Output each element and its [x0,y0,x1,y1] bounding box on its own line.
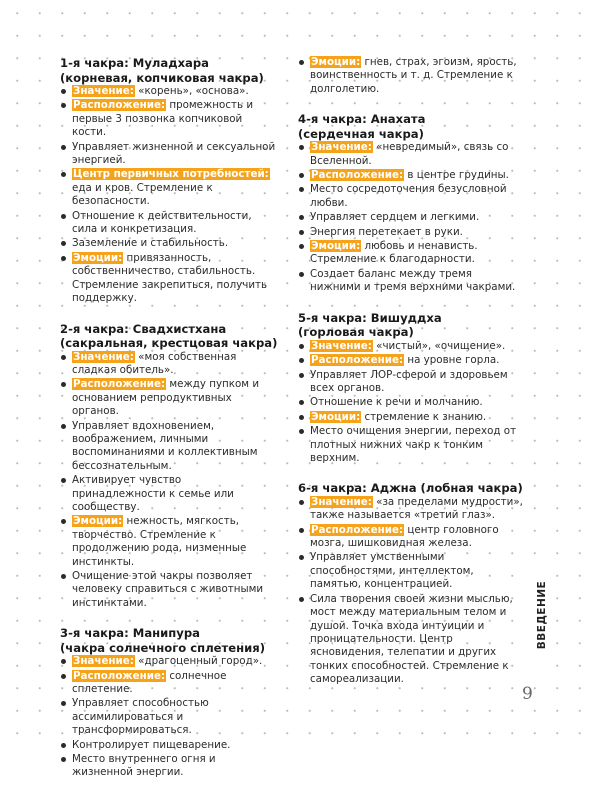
highlight-term: Значение: [73,85,134,97]
item-text: гнев, страх, эгоизм, ярость, воинственность и т. д. Стремление к долголетию. [310,56,517,95]
list-item [298,240,524,267]
item-text: нежность, мягкость, творчество. Стремление к продолжению рода, низменные инстинкты. [72,515,247,568]
item-text: между пупком и основанием репродуктивных органов. [72,378,260,418]
item-text: Управляет ЛОР-сферой и здоровьем всех органов. [310,368,508,394]
item-text: «чистый», «очищение». [372,339,506,352]
item-text: Управляет вдохновением, воображением, личными воспоминаниями и коллективным бессознательным. [72,419,258,472]
list-item [60,420,278,474]
list-item [298,340,524,353]
chakra-section [298,481,524,686]
chakra-heading: (корневая, копчиковая чакра) [60,70,264,85]
chakra-list [60,85,278,306]
chakra-heading: 4-я чакра: Анахата [298,112,426,127]
item-text: Энергия перетекает в руки. [310,225,463,238]
list-item [298,268,524,295]
chakra-list [298,56,524,96]
list-item [60,141,278,168]
list-item [60,252,278,306]
chakra-section [60,56,278,306]
item-text: Место сосредоточения безусловной любви. [310,183,507,209]
chakra-section [298,311,524,466]
item-text: центр головного мозга, шишковидная железа. [310,523,499,550]
list-item [60,697,278,737]
chakra-heading: 5-я чакра: Вишуддха [298,310,442,325]
item-text: солнечное сплетение. [72,669,227,696]
item-text: Управляет сердцем и легкими. [310,211,480,224]
chakra-heading: 6-я чакра: Аджна (лобная чакра) [298,481,523,496]
chakra-section [298,56,524,96]
item-text: Контролирует пищеварение. [72,738,231,751]
chakra-heading: (горловая чакра) [298,325,414,340]
item-text: Очищение этой чакры позволяет человеку справиться с животными инстинктами. [72,570,264,609]
list-item [60,378,278,418]
list-item [298,211,524,224]
list-item [298,425,524,465]
highlight-term: Эмоции: [311,410,361,423]
item-text: еда и кров. Стремление к безопасности. [72,181,213,208]
item-text: Управляет жизненной и сексуальной энергией. [72,140,276,167]
item-text: «корень», «основа». [134,85,249,97]
list-item [298,56,524,96]
chakra-section [60,626,278,780]
highlight-term: Расположение: [73,669,166,682]
item-text: Управляет умственными способностями, интеллектом, памятью, концентрацией. [310,551,474,591]
chakra-heading: 3-я чакра: Манипура [60,626,200,641]
list-item [298,551,524,591]
chakra-list [298,496,524,687]
list-item [60,85,278,98]
list-item [60,670,278,697]
right-column [298,56,524,703]
list-item [60,655,278,668]
highlight-term: Значение: [311,339,372,352]
highlight-term: Значение: [73,350,134,363]
list-item [60,237,278,250]
list-item [298,141,524,168]
highlight-term: Значение: [311,141,372,154]
list-item [60,515,278,569]
highlight-term: Расположение: [311,523,404,536]
list-item [298,169,524,182]
list-item [298,369,524,396]
chakra-list [60,655,278,780]
highlight-term: Эмоции: [73,515,123,528]
chakra-section [298,112,524,294]
list-item [298,411,524,424]
chakra-heading: (чакра солнечного сплетения) [60,640,266,655]
item-text: Место внутреннего огня и жизненной энергии. [72,753,216,779]
highlight-term: Расположение: [73,378,166,391]
chakra-list [60,351,278,611]
highlight-term: Расположение: [311,354,404,367]
chakra-list [298,340,524,466]
item-text: любовь и ненависть. Стремление к благодарности. [310,240,478,266]
highlight-term: Значение: [73,655,134,668]
chakra-heading: (сакральная, крестцовая чакра) [60,336,278,350]
item-text: Отношение к действительности, сила и конкретизация. [72,209,252,236]
list-item [60,739,278,752]
list-item [298,226,524,239]
list-item [298,524,524,551]
list-item [60,210,278,237]
list-item [298,354,524,367]
list-item [298,183,524,210]
item-text: «драгоценный город». [134,655,263,668]
item-text: промежность и первые 3 позвонка копчиковой кости. [72,99,254,139]
item-text: «моя собственная сладкая обитель». [72,350,237,376]
item-text: Сила творения своей жизни мыслью, мост между материальным телом и душой. Точка входа интуиции и проницательности. Центр ясновидения, телепатии и других тонких способностей. Стремление к самореализации. [310,592,513,686]
chakra-list [298,141,524,294]
item-text: привязанность, собственничество, стабильность. Стремление закрепиться, получить поддержку. [72,251,268,305]
item-text: «за пределами мудрости», также называется «третий глаз». [310,495,523,522]
list-item [60,99,278,139]
chakra-heading: 2-я чакра: Свадхистхана [60,321,227,336]
highlight-term: Расположение: [73,99,166,112]
highlight-term: Эмоции: [311,56,361,68]
item-text: Управляет способностью ассимилироваться и трансформироваться. [72,697,209,737]
page-number: 9 [522,684,533,704]
list-item [298,496,524,523]
item-text: в центре грудины. [404,169,509,182]
list-item [60,351,278,378]
list-item [60,168,278,208]
list-item [60,570,278,610]
highlight-term: Значение: [311,495,372,508]
list-item [298,396,524,409]
section-side-tab [529,560,555,670]
list-item [60,474,278,514]
item-text: «невредимый», связь со Вселенной. [310,141,509,167]
chakra-heading: (сердечная чакра) [298,126,424,141]
left-column [60,56,278,796]
highlight-term: Центр первичных потребностей: [73,168,269,181]
item-text: Создает баланс между тремя нижними и тремя верхними чакрами. [310,267,516,294]
section-side-tab-label: ВВЕДЕНИЕ [536,580,548,650]
highlight-term: Расположение: [311,169,404,182]
highlight-term: Эмоции: [73,251,123,264]
chakra-heading: 1-я чакра: Муладхара [60,56,210,70]
item-text: Заземление и стабильность. [72,237,229,250]
list-item [60,753,278,780]
chakra-section [60,322,278,611]
highlight-term: Эмоции: [311,240,361,253]
item-text: стремление к знанию. [361,410,487,423]
list-item [298,593,524,687]
item-text: Отношение к речи и молчанию. [310,396,483,409]
item-text: Место очищения энергии, переход от плотных нижних чакр к тонким верхним. [310,425,517,464]
item-text: Активирует чувство принадлежности к семье или сообществу. [72,474,234,513]
item-text: на уровне горла. [404,354,500,367]
